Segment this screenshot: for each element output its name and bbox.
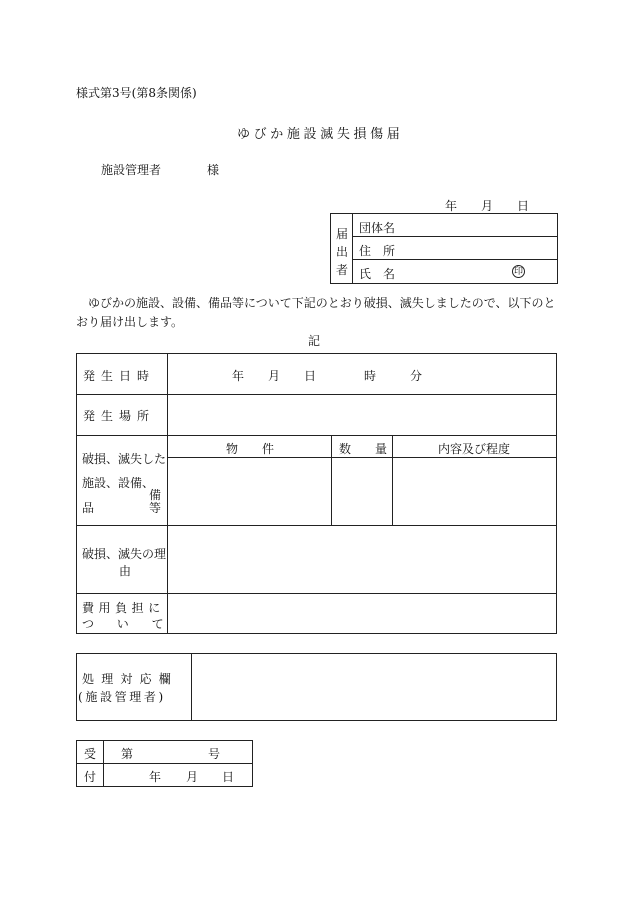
damaged-items-label-1: 破損、滅失した xyxy=(82,452,167,466)
occurrence-day: 日 xyxy=(304,369,317,383)
notifier-row-line-2 xyxy=(352,259,558,260)
occurrence-place-label: 発生場所 xyxy=(83,409,156,423)
receipt-day: 日 xyxy=(222,770,235,784)
notifier-label-1: 届 xyxy=(336,227,349,241)
damaged-items-label-4b: 等 xyxy=(149,501,162,515)
col-header-item: 物 件 xyxy=(226,442,275,456)
date-day: 日 xyxy=(517,199,530,213)
notifier-name-label: 氏 名 xyxy=(359,267,396,281)
receipt-row-line xyxy=(76,763,253,764)
handling-border xyxy=(76,653,557,721)
notifier-divider xyxy=(352,213,353,284)
notifier-org-label: 団体名 xyxy=(359,221,396,235)
cost-label-2: ついて xyxy=(82,617,187,631)
receipt-number-suffix: 号 xyxy=(208,747,221,761)
items-col-divider-1 xyxy=(331,435,332,525)
reason-label-1: 破損、滅失の理 xyxy=(82,547,167,561)
notifier-label-3: 者 xyxy=(336,263,349,277)
date-year: 年 xyxy=(445,199,458,213)
notifier-address-label: 住 所 xyxy=(359,244,396,258)
table-label-divider xyxy=(167,353,168,634)
form-number: 様式第3号(第8条関係) xyxy=(76,86,197,100)
col-header-detail: 内容及び程度 xyxy=(438,442,511,456)
cost-label-1: 費用負担に xyxy=(82,601,165,615)
addressee-role: 施設管理者 xyxy=(101,163,162,177)
table-row-line-4 xyxy=(76,593,557,594)
table-row-line-1 xyxy=(76,394,557,395)
damaged-items-label-2: 施設、設備、 xyxy=(82,476,155,490)
document-title: ゆびか施設滅失損傷届 xyxy=(237,127,404,142)
occurrence-minute: 分 xyxy=(410,369,423,383)
body-text-line-2: おり届け出します。 xyxy=(76,315,184,329)
occurrence-datetime-label: 発生日時 xyxy=(83,369,156,383)
receipt-year: 年 xyxy=(149,770,162,784)
damaged-items-label-4a: 品 xyxy=(82,501,95,515)
handling-label-2: (施設管理者) xyxy=(78,690,166,704)
occurrence-hour: 時 xyxy=(364,369,377,383)
items-header-line xyxy=(167,457,557,458)
items-col-divider-2 xyxy=(392,435,393,525)
occurrence-year: 年 xyxy=(232,369,245,383)
handling-label-1: 処理対応欄 xyxy=(82,672,179,686)
receipt-label-2: 付 xyxy=(84,770,97,784)
body-text-line-1: ゆびかの施設、設備、備品等について下記のとおり破損、滅失しましたので、以下のと xyxy=(88,296,556,310)
reason-label-2: 由 xyxy=(119,564,132,578)
receipt-number-prefix: 第 xyxy=(121,747,134,761)
notifier-row-line-1 xyxy=(352,236,558,237)
ki-heading: 記 xyxy=(308,334,321,348)
table-row-line-3 xyxy=(76,525,557,526)
receipt-label-1: 受 xyxy=(84,747,97,761)
date-month: 月 xyxy=(481,199,494,213)
notifier-label-2: 出 xyxy=(336,245,349,259)
receipt-month: 月 xyxy=(186,770,199,784)
handling-divider xyxy=(191,653,192,721)
addressee-honorific: 様 xyxy=(207,163,220,177)
table-row-line-2 xyxy=(76,435,557,436)
occurrence-month: 月 xyxy=(268,369,281,383)
col-header-quantity: 数 量 xyxy=(339,442,388,456)
damaged-items-label-3: 備 xyxy=(149,488,162,502)
seal-icon: 印 xyxy=(513,267,523,277)
